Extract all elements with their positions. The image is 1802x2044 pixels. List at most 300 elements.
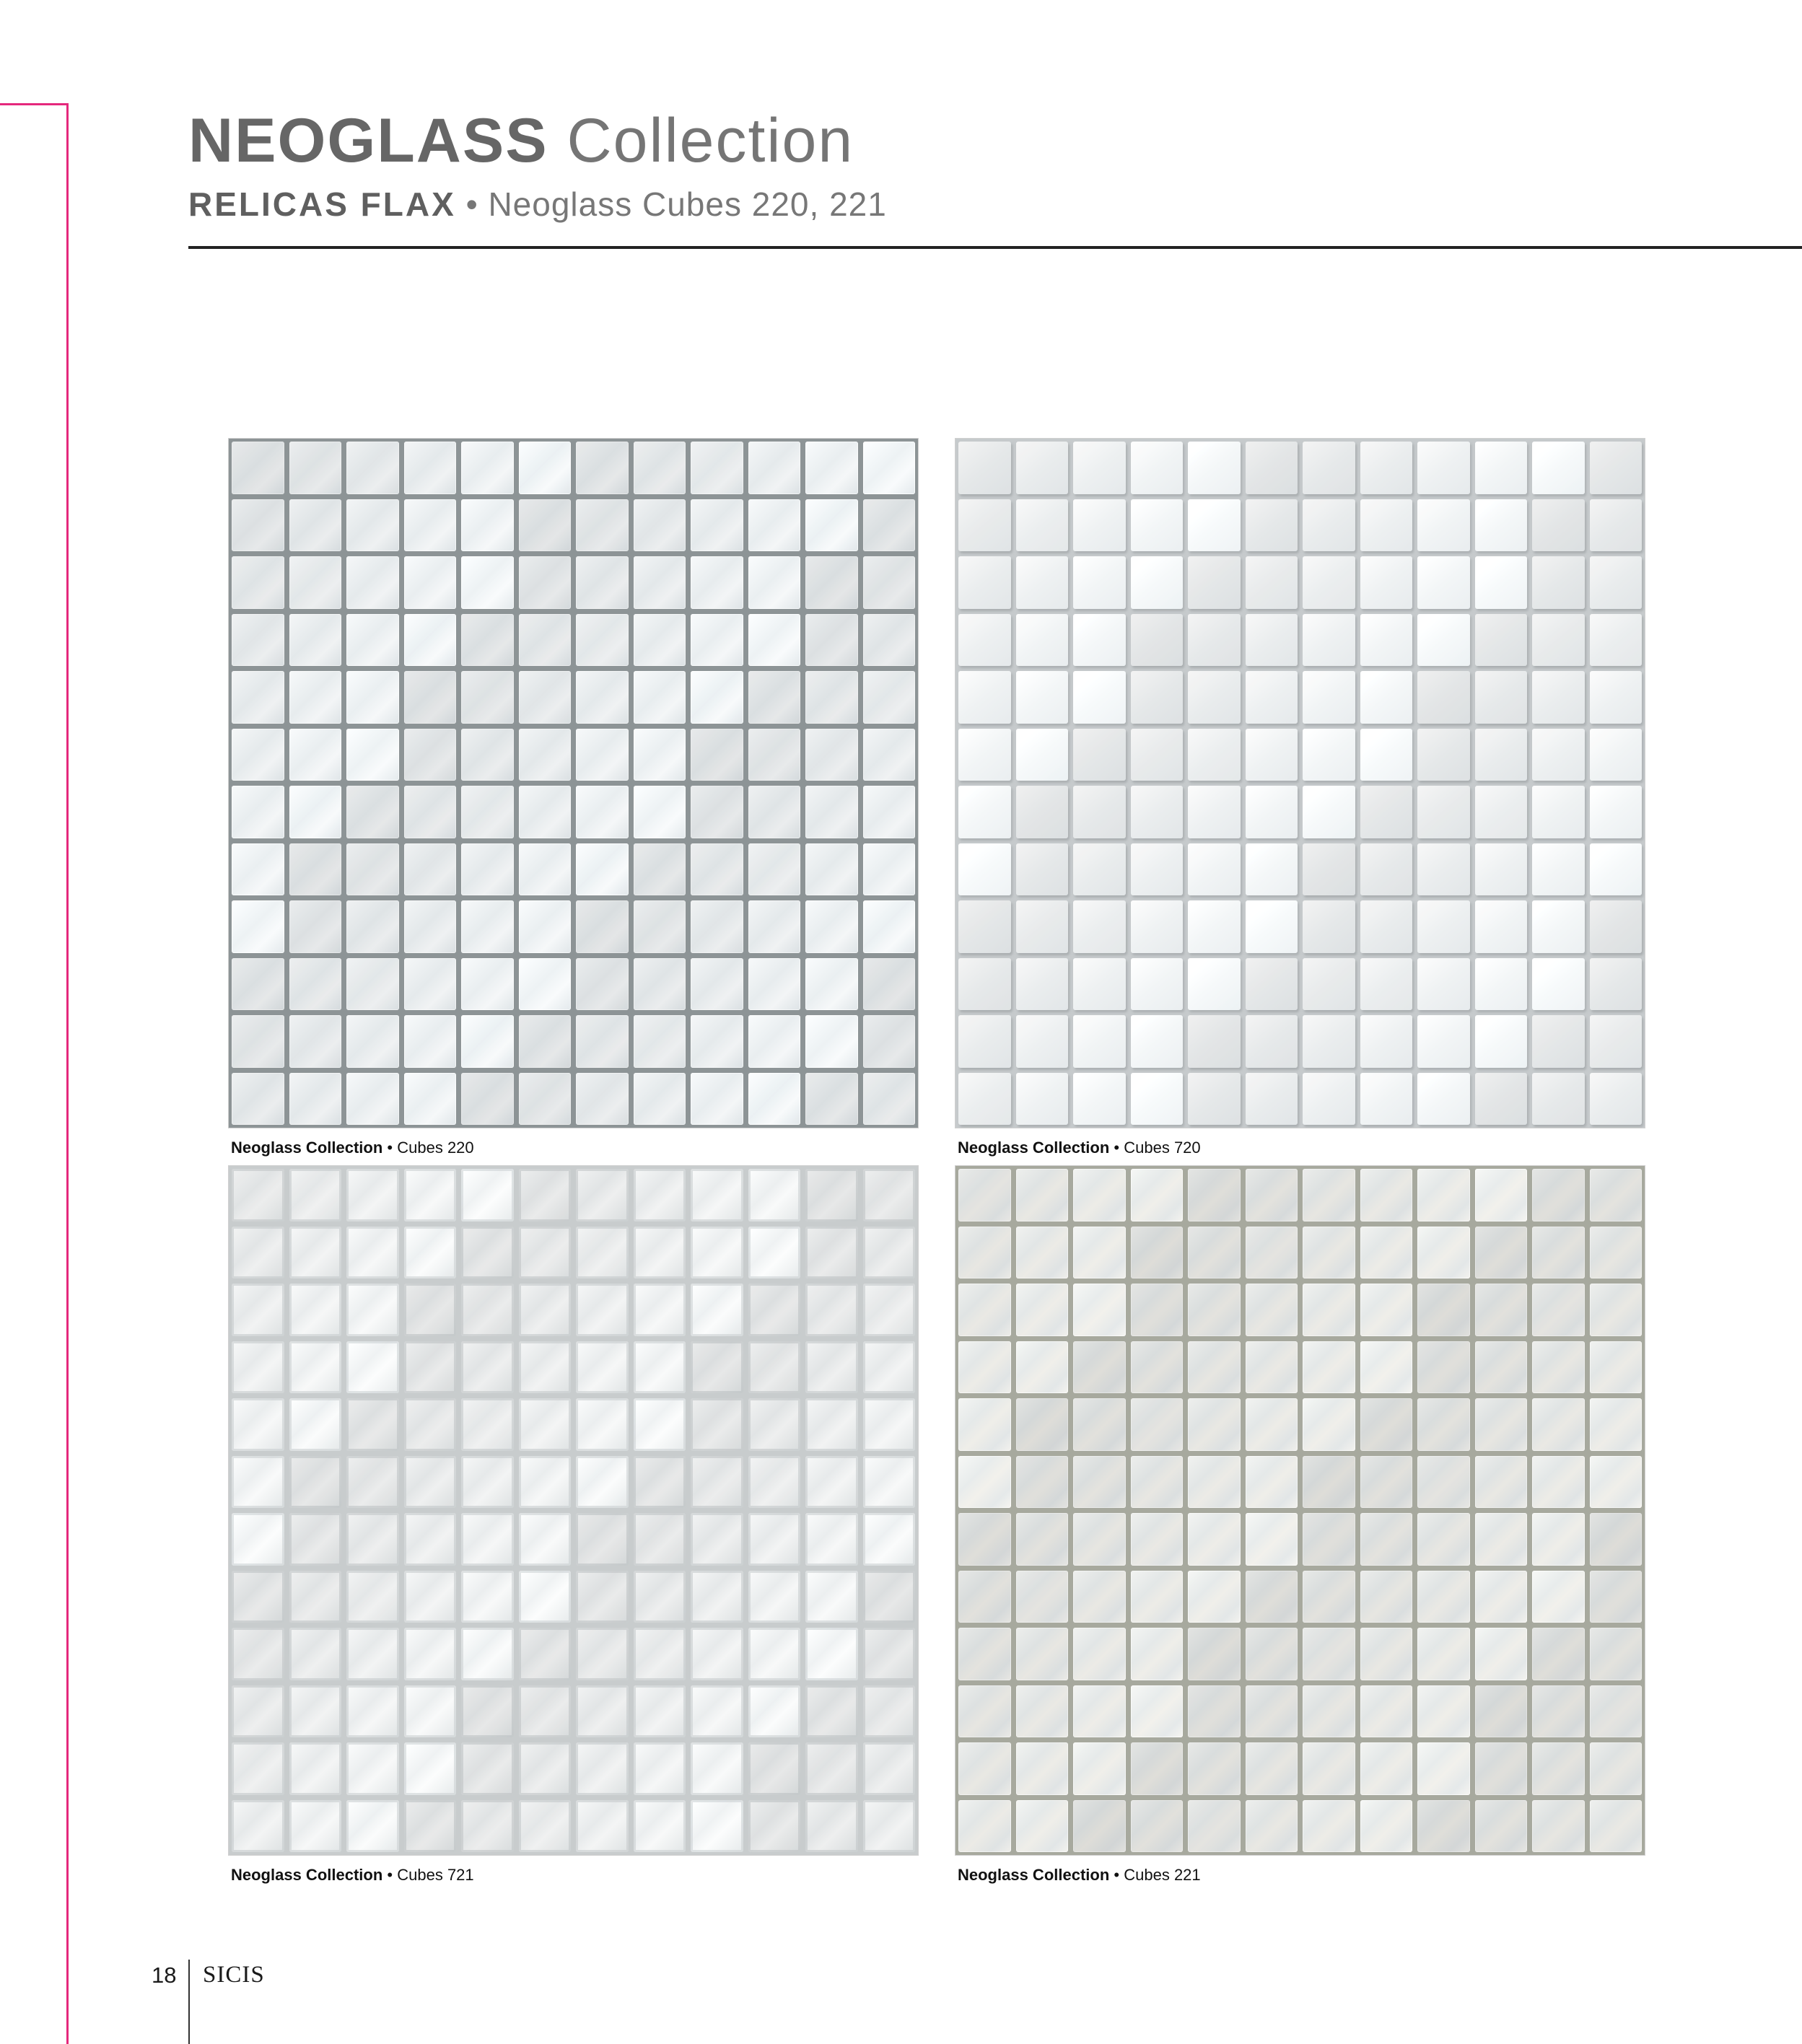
mosaic-tile — [1475, 1284, 1528, 1336]
mosaic-tile — [1131, 1073, 1184, 1126]
mosaic-tile — [1073, 1169, 1126, 1221]
mosaic-tile — [346, 1513, 399, 1566]
mosaic-tile — [232, 442, 284, 494]
mosaic-tile — [289, 499, 342, 552]
mosaic-tile — [461, 1227, 514, 1279]
mosaic-tile — [1131, 1742, 1184, 1795]
mosaic-tile — [1590, 1628, 1643, 1680]
mosaic-tile — [958, 1227, 1011, 1279]
mosaic-tile — [1188, 499, 1241, 552]
mosaic-tile — [805, 1571, 858, 1623]
mosaic-tile — [1360, 1073, 1413, 1126]
mosaic-tile — [576, 1685, 629, 1738]
mosaic-tile — [1532, 958, 1585, 1011]
mosaic-tile — [748, 1628, 801, 1680]
mosaic-tile — [1246, 556, 1298, 609]
mosaic-tile — [576, 671, 629, 724]
caption-separator: • — [1114, 1139, 1120, 1157]
mosaic-tile — [1016, 1169, 1069, 1221]
mosaic-tile — [691, 1169, 743, 1221]
mosaic-tile — [519, 1284, 572, 1336]
mosaic-tile — [519, 671, 572, 724]
mosaic-tile — [863, 786, 916, 838]
mosaic-tile — [1532, 900, 1585, 953]
mosaic-tile — [1246, 671, 1298, 724]
mosaic-tile — [805, 1169, 858, 1221]
mosaic-tile — [1417, 556, 1470, 609]
subtitle-series-name: RELICAS FLAX — [188, 185, 456, 223]
mosaic-tile — [519, 499, 572, 552]
mosaic-tile — [1131, 1513, 1184, 1566]
mosaic-tile — [346, 671, 399, 724]
caption-product-name: Cubes 221 — [1124, 1866, 1201, 1884]
mosaic-tile — [748, 786, 801, 838]
mosaic-tile — [1475, 614, 1528, 667]
mosaic-tile — [805, 556, 858, 609]
mosaic-tile — [1303, 1685, 1355, 1738]
mosaic-tile — [576, 900, 629, 953]
mosaic-tile — [1475, 1685, 1528, 1738]
mosaic-tile — [1417, 1742, 1470, 1795]
mosaic-tile — [1188, 1742, 1241, 1795]
mosaic-swatch-cubes-721 — [228, 1165, 919, 1856]
mosaic-tile — [1073, 556, 1126, 609]
mosaic-tile — [748, 1284, 801, 1336]
mosaic-tile — [404, 1341, 457, 1394]
mosaic-tile — [1073, 1685, 1126, 1738]
mosaic-tile — [1073, 1015, 1126, 1068]
mosaic-tile — [1188, 958, 1241, 1011]
mosaic-tile — [1073, 1398, 1126, 1451]
footer-divider — [188, 1960, 190, 2044]
mosaic-tile — [404, 1456, 457, 1509]
mosaic-tile — [346, 1742, 399, 1795]
mosaic-grid — [955, 1166, 1645, 1855]
mosaic-tile — [1073, 442, 1126, 494]
mosaic-tile — [748, 900, 801, 953]
mosaic-tile — [1303, 1015, 1355, 1068]
mosaic-tile — [748, 1015, 801, 1068]
mosaic-tile — [1073, 671, 1126, 724]
mosaic-tile — [748, 843, 801, 896]
mosaic-tile — [289, 1513, 342, 1566]
mosaic-tile — [1246, 1227, 1298, 1279]
mosaic-tile — [958, 958, 1011, 1011]
mosaic-tile — [1417, 1169, 1470, 1221]
mosaic-tile — [232, 614, 284, 667]
mosaic-tile — [691, 442, 743, 494]
mosaic-tile — [805, 1227, 858, 1279]
mosaic-tile — [1188, 1685, 1241, 1738]
mosaic-tile — [805, 1513, 858, 1566]
mosaic-tile — [1016, 442, 1069, 494]
mosaic-tile — [1590, 671, 1643, 724]
mosaic-tile — [232, 786, 284, 838]
mosaic-tile — [1246, 442, 1298, 494]
mosaic-tile — [691, 1398, 743, 1451]
mosaic-tile — [1131, 786, 1184, 838]
mosaic-tile — [958, 1742, 1011, 1795]
mosaic-tile — [691, 499, 743, 552]
accent-margin-bar — [0, 103, 69, 2044]
mosaic-tile — [1303, 1571, 1355, 1623]
mosaic-tile — [1188, 1513, 1241, 1566]
mosaic-tile — [805, 1398, 858, 1451]
mosaic-tile — [1532, 843, 1585, 896]
mosaic-tile — [1532, 671, 1585, 724]
mosaic-tile — [1590, 556, 1643, 609]
mosaic-tile — [289, 1284, 342, 1336]
subtitle-product-list: Neoglass Cubes 220, 221 — [488, 185, 887, 223]
mosaic-tile — [519, 958, 572, 1011]
mosaic-tile — [863, 1742, 916, 1795]
mosaic-tile — [1590, 1571, 1643, 1623]
mosaic-tile — [863, 1073, 916, 1126]
mosaic-tile — [1475, 1227, 1528, 1279]
mosaic-tile — [576, 958, 629, 1011]
mosaic-tile — [1016, 958, 1069, 1011]
mosaic-tile — [805, 786, 858, 838]
mosaic-tile — [958, 1341, 1011, 1394]
mosaic-tile — [1188, 1169, 1241, 1221]
mosaic-tile — [748, 614, 801, 667]
mosaic-tile — [691, 1227, 743, 1279]
mosaic-tile — [289, 1685, 342, 1738]
mosaic-tile — [634, 1227, 686, 1279]
mosaic-tile — [1246, 1398, 1298, 1451]
mosaic-tile — [289, 442, 342, 494]
mosaic-tile — [691, 1685, 743, 1738]
mosaic-tile — [576, 1456, 629, 1509]
mosaic-tile — [232, 1073, 284, 1126]
mosaic-tile — [1016, 843, 1069, 896]
mosaic-tile — [958, 1015, 1011, 1068]
mosaic-tile — [289, 1398, 342, 1451]
mosaic-tile — [404, 1742, 457, 1795]
mosaic-tile — [346, 556, 399, 609]
mosaic-tile — [691, 958, 743, 1011]
mosaic-tile — [863, 1341, 916, 1394]
mosaic-tile — [346, 1073, 399, 1126]
caption-collection: Neoglass Collection — [958, 1139, 1110, 1157]
mosaic-tile — [1475, 1398, 1528, 1451]
mosaic-tile — [1131, 1169, 1184, 1221]
mosaic-tile — [1360, 1284, 1413, 1336]
mosaic-tile — [748, 1685, 801, 1738]
caption-collection: Neoglass Collection — [231, 1139, 383, 1157]
mosaic-tile — [1590, 499, 1643, 552]
mosaic-tile — [863, 499, 916, 552]
mosaic-tile — [1073, 1800, 1126, 1853]
mosaic-tile — [1475, 1571, 1528, 1623]
mosaic-tile — [634, 1341, 686, 1394]
mosaic-tile — [748, 1800, 801, 1853]
mosaic-tile — [1475, 1169, 1528, 1221]
mosaic-tile — [805, 1742, 858, 1795]
mosaic-tile — [576, 1571, 629, 1623]
mosaic-tile — [232, 1685, 284, 1738]
mosaic-tile — [1073, 1284, 1126, 1336]
mosaic-tile — [634, 442, 686, 494]
mosaic-swatch-cubes-220 — [228, 438, 919, 1128]
mosaic-tile — [1475, 1800, 1528, 1853]
mosaic-tile — [346, 1456, 399, 1509]
caption-cubes-221 — [958, 1866, 1201, 1885]
mosaic-tile — [863, 614, 916, 667]
mosaic-tile — [958, 499, 1011, 552]
mosaic-tile — [289, 1169, 342, 1221]
mosaic-tile — [232, 1800, 284, 1853]
mosaic-tile — [232, 1742, 284, 1795]
caption-collection: Neoglass Collection — [231, 1866, 383, 1884]
mosaic-tile — [519, 1800, 572, 1853]
mosaic-tile — [346, 843, 399, 896]
mosaic-tile — [805, 1015, 858, 1068]
mosaic-tile — [1073, 614, 1126, 667]
mosaic-tile — [1131, 1015, 1184, 1068]
mosaic-tile — [1246, 786, 1298, 838]
mosaic-tile — [1360, 843, 1413, 896]
mosaic-tile — [1303, 1227, 1355, 1279]
mosaic-tile — [748, 1169, 801, 1221]
mosaic-tile — [805, 1685, 858, 1738]
mosaic-tile — [1417, 671, 1470, 724]
mosaic-tile — [404, 1015, 457, 1068]
mosaic-tile — [1246, 900, 1298, 953]
mosaic-tile — [1131, 1341, 1184, 1394]
mosaic-tile — [1475, 1513, 1528, 1566]
mosaic-tile — [1016, 671, 1069, 724]
mosaic-tile — [863, 1015, 916, 1068]
mosaic-tile — [519, 1398, 572, 1451]
mosaic-tile — [461, 1742, 514, 1795]
mosaic-tile — [1475, 1073, 1528, 1126]
mosaic-tile — [748, 499, 801, 552]
mosaic-tile — [634, 786, 686, 838]
mosaic-tile — [1303, 556, 1355, 609]
mosaic-tile — [1532, 499, 1585, 552]
caption-product-name: Cubes 720 — [1124, 1139, 1201, 1157]
mosaic-tile — [1188, 729, 1241, 781]
mosaic-tile — [805, 499, 858, 552]
mosaic-tile — [1360, 1628, 1413, 1680]
mosaic-tile — [1360, 958, 1413, 1011]
mosaic-tile — [1417, 1571, 1470, 1623]
mosaic-tile — [404, 1227, 457, 1279]
mosaic-tile — [691, 1284, 743, 1336]
mosaic-tile — [1246, 1341, 1298, 1394]
mosaic-tile — [863, 1800, 916, 1853]
mosaic-tile — [232, 671, 284, 724]
mosaic-tile — [805, 729, 858, 781]
mosaic-tile — [346, 1571, 399, 1623]
mosaic-tile — [576, 1628, 629, 1680]
mosaic-tile — [576, 1284, 629, 1336]
mosaic-tile — [576, 1227, 629, 1279]
mosaic-tile — [1131, 729, 1184, 781]
mosaic-tile — [289, 1073, 342, 1126]
mosaic-tile — [1532, 786, 1585, 838]
mosaic-tile — [691, 1513, 743, 1566]
mosaic-tile — [404, 1800, 457, 1853]
mosaic-tile — [346, 958, 399, 1011]
mosaic-tile — [863, 1169, 916, 1221]
caption-collection: Neoglass Collection — [958, 1866, 1110, 1884]
mosaic-tile — [863, 1685, 916, 1738]
mosaic-tile — [634, 1571, 686, 1623]
mosaic-tile — [634, 614, 686, 667]
mosaic-tile — [1360, 556, 1413, 609]
mosaic-tile — [748, 1073, 801, 1126]
mosaic-tile — [1590, 1341, 1643, 1394]
mosaic-tile — [346, 442, 399, 494]
mosaic-tile — [519, 1169, 572, 1221]
mosaic-tile — [404, 499, 457, 552]
mosaic-tile — [1360, 1227, 1413, 1279]
mosaic-tile — [805, 442, 858, 494]
mosaic-tile — [958, 729, 1011, 781]
mosaic-tile — [1417, 1456, 1470, 1509]
caption-separator: • — [387, 1866, 393, 1884]
mosaic-tile — [1475, 958, 1528, 1011]
mosaic-tile — [1360, 671, 1413, 724]
mosaic-tile — [1131, 1284, 1184, 1336]
mosaic-tile — [404, 671, 457, 724]
mosaic-tile — [1246, 1456, 1298, 1509]
mosaic-tile — [346, 729, 399, 781]
mosaic-tile — [1246, 1628, 1298, 1680]
mosaic-tile — [748, 556, 801, 609]
mosaic-tile — [1131, 1628, 1184, 1680]
mosaic-tile — [289, 614, 342, 667]
mosaic-tile — [1532, 1456, 1585, 1509]
mosaic-tile — [346, 1341, 399, 1394]
mosaic-tile — [461, 614, 514, 667]
mosaic-tile — [1590, 1456, 1643, 1509]
mosaic-tile — [1417, 1628, 1470, 1680]
mosaic-tile — [634, 1073, 686, 1126]
mosaic-tile — [1303, 1398, 1355, 1451]
mosaic-tile — [1303, 729, 1355, 781]
mosaic-tile — [863, 1284, 916, 1336]
mosaic-tile — [1475, 843, 1528, 896]
mosaic-tile — [1590, 614, 1643, 667]
mosaic-tile — [346, 1284, 399, 1336]
mosaic-tile — [691, 556, 743, 609]
mosaic-tile — [519, 1227, 572, 1279]
mosaic-tile — [1073, 843, 1126, 896]
mosaic-tile — [691, 900, 743, 953]
mosaic-tile — [1016, 1742, 1069, 1795]
mosaic-tile — [289, 900, 342, 953]
mosaic-tile — [289, 1800, 342, 1853]
mosaic-tile — [232, 1341, 284, 1394]
mosaic-tile — [1016, 1073, 1069, 1126]
mosaic-tile — [1246, 843, 1298, 896]
mosaic-tile — [346, 1628, 399, 1680]
mosaic-tile — [748, 1456, 801, 1509]
mosaic-tile — [691, 1742, 743, 1795]
mosaic-tile — [1073, 1571, 1126, 1623]
mosaic-tile — [576, 1800, 629, 1853]
mosaic-tile — [232, 1456, 284, 1509]
mosaic-tile — [1188, 1227, 1241, 1279]
mosaic-tile — [1246, 1073, 1298, 1126]
mosaic-tile — [1532, 1571, 1585, 1623]
mosaic-tile — [634, 1742, 686, 1795]
mosaic-tile — [1303, 1169, 1355, 1221]
mosaic-tile — [634, 499, 686, 552]
page-subtitle — [188, 184, 887, 224]
mosaic-tile — [748, 442, 801, 494]
mosaic-tile — [1590, 1227, 1643, 1279]
mosaic-tile — [404, 1571, 457, 1623]
mosaic-tile — [634, 1284, 686, 1336]
mosaic-tile — [289, 1742, 342, 1795]
mosaic-grid — [229, 1166, 918, 1855]
mosaic-tile — [958, 1513, 1011, 1566]
mosaic-tile — [1532, 1685, 1585, 1738]
mosaic-tile — [232, 1227, 284, 1279]
mosaic-tile — [1532, 1513, 1585, 1566]
mosaic-tile — [748, 671, 801, 724]
mosaic-tile — [1475, 671, 1528, 724]
mosaic-tile — [1131, 843, 1184, 896]
mosaic-tile — [461, 1073, 514, 1126]
mosaic-tile — [805, 1341, 858, 1394]
mosaic-tile — [1417, 442, 1470, 494]
mosaic-tile — [1590, 843, 1643, 896]
mosaic-tile — [576, 556, 629, 609]
mosaic-tile — [404, 1398, 457, 1451]
mosaic-tile — [1131, 499, 1184, 552]
mosaic-tile — [1131, 900, 1184, 953]
mosaic-tile — [1303, 1456, 1355, 1509]
mosaic-tile — [461, 786, 514, 838]
mosaic-tile — [1532, 1628, 1585, 1680]
mosaic-tile — [1303, 671, 1355, 724]
mosaic-tile — [1532, 1800, 1585, 1853]
mosaic-tile — [461, 1685, 514, 1738]
mosaic-tile — [1131, 1685, 1184, 1738]
mosaic-tile — [958, 671, 1011, 724]
mosaic-tile — [1303, 1073, 1355, 1126]
mosaic-tile — [346, 1169, 399, 1221]
mosaic-tile — [576, 1015, 629, 1068]
mosaic-tile — [1246, 729, 1298, 781]
mosaic-tile — [1417, 1015, 1470, 1068]
mosaic-tile — [958, 614, 1011, 667]
mosaic-tile — [805, 1628, 858, 1680]
mosaic-tile — [519, 1685, 572, 1738]
mosaic-tile — [519, 1015, 572, 1068]
mosaic-tile — [1131, 556, 1184, 609]
mosaic-tile — [1073, 499, 1126, 552]
mosaic-tile — [1360, 786, 1413, 838]
mosaic-tile — [346, 1800, 399, 1853]
mosaic-tile — [1417, 1800, 1470, 1853]
mosaic-tile — [1303, 1284, 1355, 1336]
mosaic-tile — [1360, 442, 1413, 494]
mosaic-tile — [691, 1628, 743, 1680]
mosaic-tile — [1475, 1341, 1528, 1394]
mosaic-tile — [1417, 958, 1470, 1011]
mosaic-tile — [1417, 614, 1470, 667]
mosaic-tile — [1073, 1341, 1126, 1394]
mosaic-tile — [1016, 1227, 1069, 1279]
mosaic-tile — [289, 1015, 342, 1068]
mosaic-tile — [958, 843, 1011, 896]
